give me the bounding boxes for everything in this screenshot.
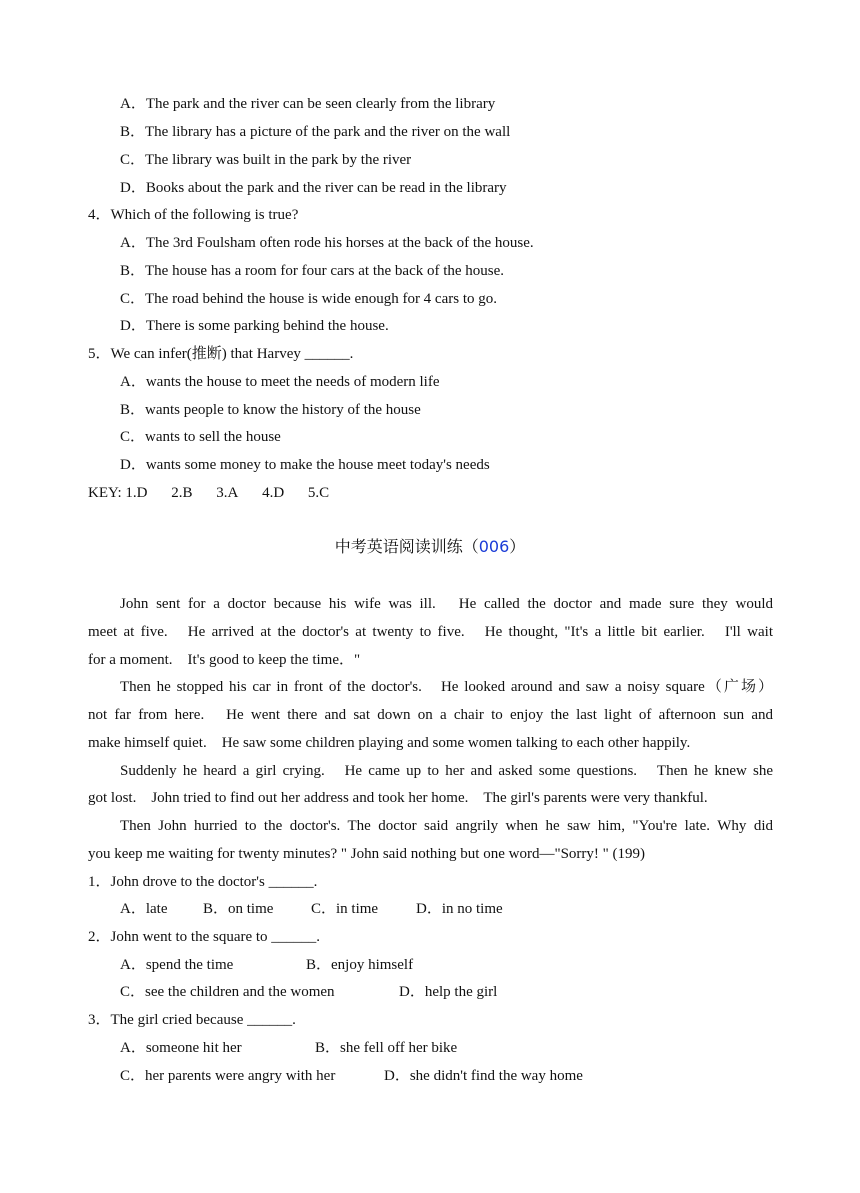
passage-line-5: not far from here. He went there and sat down on a chair to enjoy the last light of afternoon sun and	[88, 707, 773, 723]
option-3c-new: C．her parents were angry with her	[120, 1068, 336, 1084]
option-5a: A．wants the house to meet the needs of modern life	[120, 374, 440, 390]
option-5d: D．wants some money to make the house meet today's needs	[120, 457, 490, 473]
answer-key-2: 2.B	[171, 485, 193, 501]
option-1c: C．in time	[311, 901, 379, 917]
option-3d-new: D．she didn't find the way home	[384, 1068, 583, 1084]
title-suffix: ）	[509, 537, 526, 556]
title-number: 006	[478, 537, 510, 556]
option-4b: B．The house has a room for four cars at the back of the house.	[120, 263, 505, 279]
passage-line-6: make himself quiet. He saw some children playing and some women talking to each other happily.	[88, 735, 691, 751]
section-title	[0, 536, 860, 558]
option-2d: D．help the girl	[399, 984, 498, 1000]
option-1b: B．on time	[203, 901, 274, 917]
question-5: 5．We can infer(推断) that Harvey ______.	[88, 346, 354, 362]
passage-line-3: for a moment. It's good to keep the time．"	[88, 652, 361, 668]
answer-key-4: 4.D	[262, 485, 285, 501]
option-5b: B．wants people to know the history of the house	[120, 402, 421, 418]
passage-line-2: meet at five. He arrived at the doctor's at twenty to five. He thought, "It's a little bit earlier. I'll wait	[88, 624, 773, 640]
option-3c: C．The library was built in the park by the river	[120, 152, 412, 168]
answer-key	[88, 483, 329, 503]
answer-key-label: KEY: 1.D	[88, 485, 148, 501]
answer-key-5: 5.C	[307, 485, 330, 501]
option-2b: B．enjoy himself	[306, 957, 414, 973]
title-prefix: 中考英语阅读训练（	[334, 537, 479, 556]
option-3a: A．The park and the river can be seen clearly from the library	[120, 96, 496, 112]
option-3a-new: A．someone hit her	[120, 1040, 242, 1056]
option-3b: B．The library has a picture of the park and the river on the wall	[120, 124, 511, 140]
passage-line-8: got lost. John tried to find out her address and took her home. The girl's parents were very thankful.	[88, 790, 708, 806]
option-5c: C．wants to sell the house	[120, 429, 281, 445]
option-4a: A．The 3rd Foulsham often rode his horses at the back of the house.	[120, 235, 534, 251]
passage-line-1: John sent for a doctor because his wife was ill. He called the doctor and made sure they would	[120, 596, 773, 612]
option-1d: D．in no time	[416, 901, 503, 917]
option-4c: C．The road behind the house is wide enough for 4 cars to go.	[120, 291, 497, 307]
option-2c: C．see the children and the women	[120, 984, 335, 1000]
option-2a: A．spend the time	[120, 957, 234, 973]
option-4d: D．There is some parking behind the house.	[120, 318, 389, 334]
option-3b-new: B．she fell off her bike	[315, 1040, 458, 1056]
passage-line-7: Suddenly he heard a girl crying. He came up to her and asked some questions. Then he knew she	[120, 763, 773, 779]
passage-line-4: Then he stopped his car in front of the doctor's. He looked around and saw a noisy square（广场）	[120, 679, 773, 695]
question-1: 1．John drove to the doctor's ______.	[88, 874, 318, 890]
answer-key-3: 3.A	[216, 485, 239, 501]
option-1a: A．late	[120, 901, 168, 917]
option-3d: D．Books about the park and the river can be read in the library	[120, 180, 507, 196]
question-2: 2．John went to the square to ______.	[88, 929, 321, 945]
question-3: 3．The girl cried because ______.	[88, 1012, 296, 1028]
passage-line-9: Then John hurried to the doctor's. The doctor said angrily when he saw him, "You're late. Why did	[120, 818, 773, 834]
question-4: 4．Which of the following is true?	[88, 207, 299, 223]
passage-line-10: you keep me waiting for twenty minutes? " John said nothing but one word—"Sorry! " (199)	[88, 846, 646, 862]
